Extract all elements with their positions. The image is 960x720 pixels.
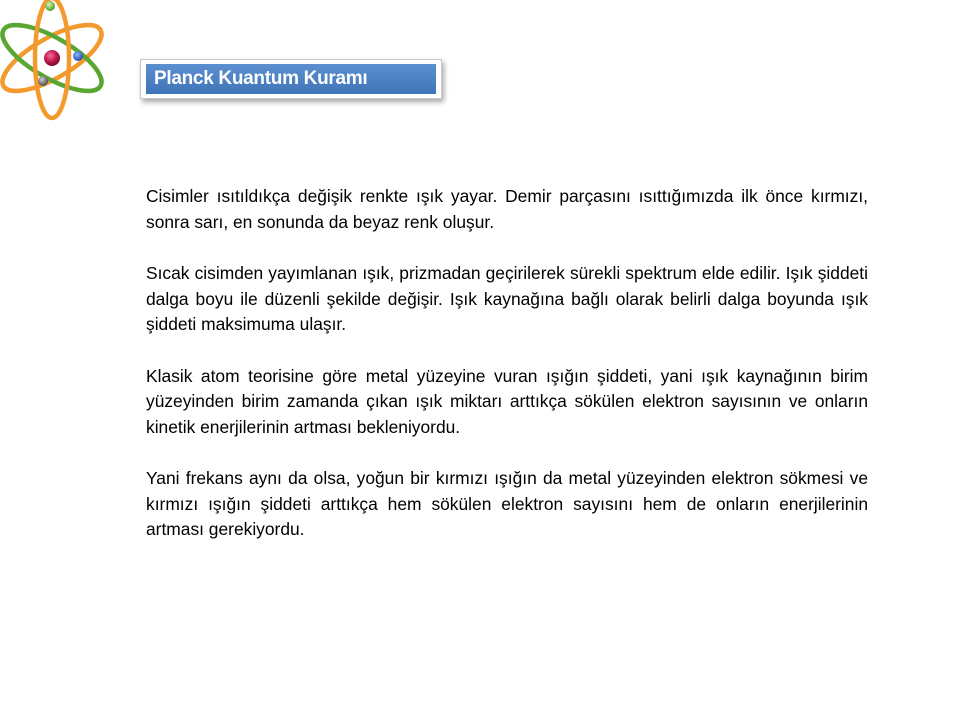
page-title: Planck Kuantum Kuramı [146, 64, 436, 94]
paragraph-4: Yani frekans aynı da olsa, yoğun bir kırmızı ışığın da metal yüzeyinden elektron sökmesi ve kırmızı ışığın şiddeti arttıkça hem sökülen elektron sayısını hem de onların enerjilerinin artması gerekiyordu. [146, 468, 868, 539]
paragraph-1: Cisimler ısıtıldıkça değişik renkte ışık yayar. Demir parçasını ısıttığımızda ilk önce kırmızı, sonra sarı, en sonunda da beyaz renk oluşur. [146, 186, 868, 232]
nucleus [44, 50, 60, 66]
paragraph-3: Klasik atom teorisine göre metal yüzeyine vuran ışığın şiddeti, yani ışık kaynağının birim yüzeyinden birim zamanda çıkan ışık miktarı arttıkça sökülen elektron sayısının ve onların kinetik enerjilerinin artması bekleniyordu. [146, 365, 868, 437]
slide-body [146, 184, 868, 569]
electron-gray [38, 76, 48, 86]
atom-icon [0, 0, 112, 128]
electron-blue [73, 51, 83, 61]
title-banner [140, 59, 442, 99]
paragraph-2: Sıcak cisimden yayımlanan ışık, prizmadan geçirilerek sürekli spektrum elde edilir. Işık şiddeti dalga boyu ile düzenli şekilde değişir. Işık kaynağına bağlı olarak belirli dalga boyunda ışık şiddeti maksimuma ulaşır. [146, 263, 868, 334]
electron-green [45, 1, 55, 11]
